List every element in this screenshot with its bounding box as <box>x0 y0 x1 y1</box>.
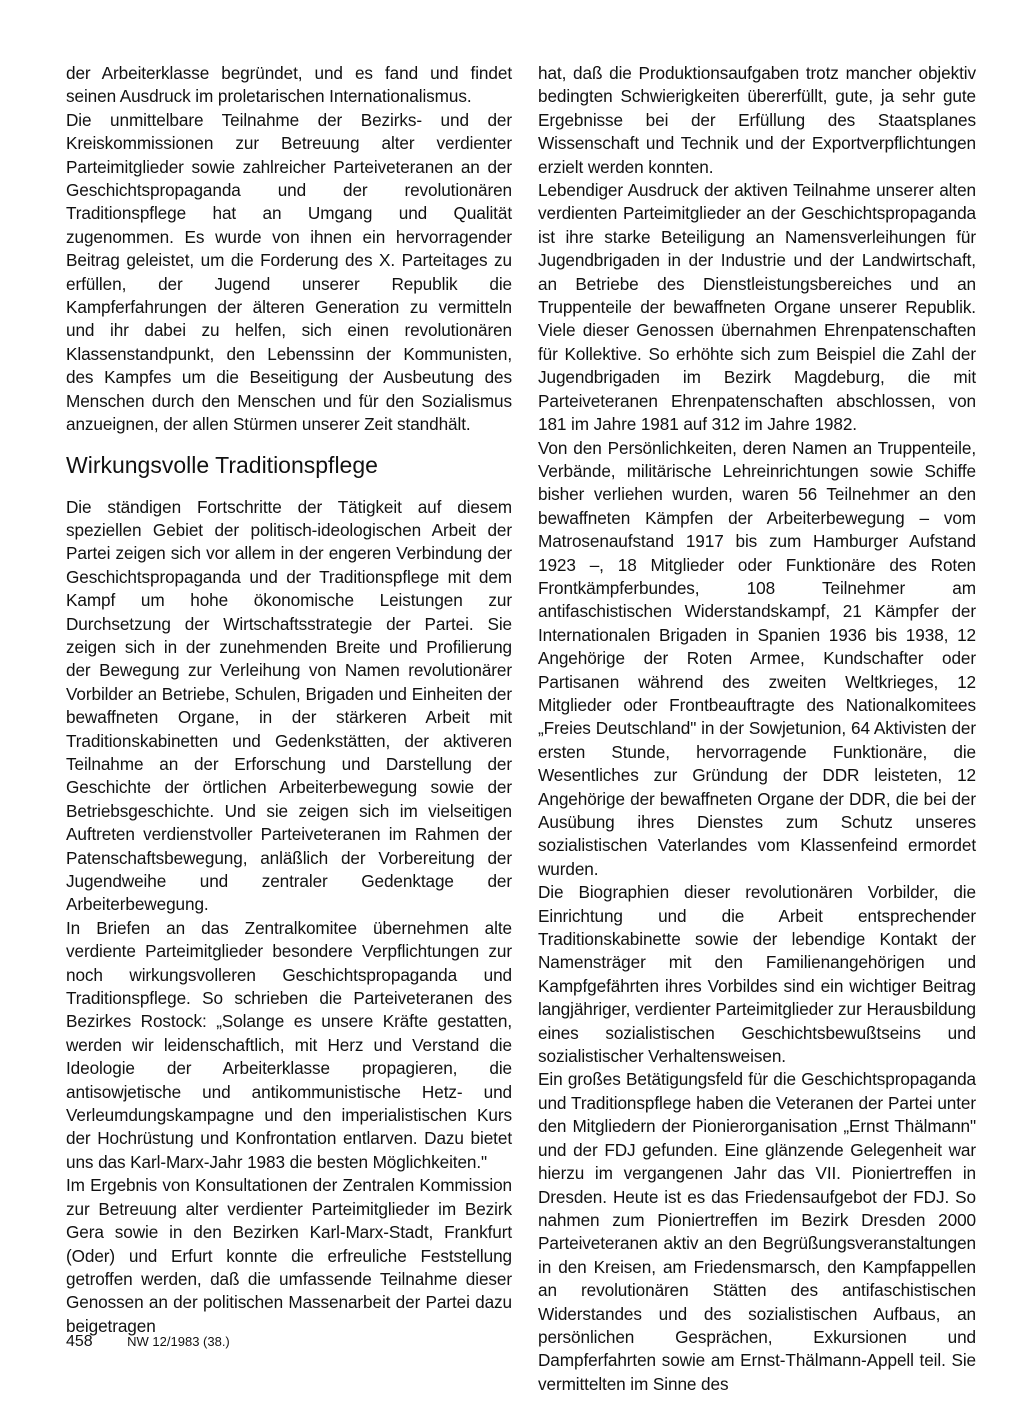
paragraph: der Arbeiterklasse begründet, und es fand und findet seinen Ausdruck im proletarischen Internationalismus. <box>66 63 512 107</box>
page-footer <box>66 1332 230 1352</box>
paragraph: Von den Persönlichkeiten, deren Namen an Truppenteile, Verbände, militärische Lehreinrichtungen sowie Schiffe bisher verliehen wurden, waren 56 Teilnehmer an den bewaffneten Kämpfen der Arbeiterbewegung – vom Matrosenaufstand 1917 bis zum Hamburger Aufstand 1923 –, 18 Mitglieder oder Funktionäre des Roten Frontkämpferbundes, 108 Teilnehmer am antifaschistischen Widerstandskampf, 21 Kämpfer der Internationalen Brigaden in Spanien 1936 bis 1938, 12 Angehörige der Roten Armee, Kundschafter oder Partisanen während des zweiten Weltkrieges, 12 Mitglieder oder Frontbeauftragte des Nationalkomitees „Freies Deutschland" in der Sowjetunion, 64 Aktivisten der ersten Stunde, hervorragende Funktionäre, die Wesentliches zur Gründung der DDR leisteten, 12 Angehörige der bewaffneten Organe der DDR, die bei der Ausübung ihres Dienstes zum Schutz unseres sozialistischen Vaterlandes vom Klassenfeind ermordet wurden. <box>538 437 976 879</box>
issue-reference: NW 12/1983 (38.) <box>127 1334 230 1349</box>
paragraph: In Briefen an das Zentralkomitee übernehmen alte verdiente Parteimitglieder besondere Verpflichtungen zur noch wirkungsvolleren Geschichtspropaganda und Traditionspflege. So schrieben die Parteiveteranen des Bezirkes Rostock: „Solange es unsere Kräfte gestatten, werden wir leidenschaftlich, mit Herz und Verstand die Ideologie der Arbeiterklasse propagieren, die antisowjetische und antikommunistische Hetz- und Verleumdungskampagne und den imperialistischen Kurs der Hochrüstung und Konfrontation entlarven. Dazu bietet uns das Karl-Marx-Jahr 1983 die besten Möglichkeiten." <box>66 917 512 1172</box>
paragraph: Die unmittelbare Teilnahme der Bezirks- und der Kreiskommissionen zur Betreuung alter verdienter Parteimitglieder sowie zahlreicher Parteiveteranen an der Geschichtspropaganda und der revolutionären Traditionspflege hat an Umgang und Qualität zugenommen. Es wurde von ihnen ein hervorragender Beitrag geleistet, um die Forderung des X. Parteitages zu erfüllen, der Jugend unserer Republik die Kampferfahrungen der älteren Generation zu vermitteln und ihr dabei zu helfen, sich einen revolutionären Klassenstandpunkt, den Lebenssinn der Kommunisten, des Kampfes um die Beseitigung der Ausbeutung des Menschen durch den Menschen und für den Sozialismus anzueignen, der allen Stürmen unserer Zeit standhält. <box>66 109 512 435</box>
paragraph: Die Biographien dieser revolutionären Vorbilder, die Einrichtung und die Arbeit entsprechender Traditionskabinette sowie der lebendige Kontakt der Namensträger mit den Familienangehörigen und Kampfgefährten ihres Vorbildes sind ein wichtiger Beitrag langjähriger, verdienter Parteimitglieder zur Herausbildung eines sozialistischen Geschichtsbewußtseins und sozialistischer Verhaltensweisen. <box>538 882 976 1067</box>
section-heading: Wirkungsvolle Traditionspflege <box>66 451 378 478</box>
paragraph: Im Ergebnis von Konsultationen der Zentralen Kommission zur Betreuung alter verdienter Parteimitglieder im Bezirk Gera sowie in den Bezirken Karl-Marx-Stadt, Frankfurt (Oder) und Erfurt konnte die erfreuliche Feststellung getroffen werden, daß die umfassende Teilnahme dieser Genossen an der politischen Massenarbeit der Partei dazu beigetragen <box>66 1175 512 1336</box>
page-number: 458 <box>66 1333 93 1350</box>
paragraph: Lebendiger Ausdruck der aktiven Teilnahme unserer alten verdienten Parteimitglieder an der Geschichtspropaganda ist ihre starke Beteiligung an Namensverleihungen für Jugendbrigaden in der Industrie und der Landwirtschaft, an Betriebe des Dienstleistungsbereiches und an Truppenteile der bewaffneten Organe unserer Republik. Viele dieser Genossen übernahmen Ehrenpatenschaften für Kollektive. So erhöhte sich zum Beispiel die Zahl der Jugendbrigaden im Bezirk Magdeburg, die mit Parteiveteranen Ehrenpatenschaften abschlossen, von 181 im Jahre 1981 auf 312 im Jahre 1982. <box>538 180 976 435</box>
paragraph: hat, daß die Produktionsaufgaben trotz mancher objektiv bedingten Schwierigkeiten übererfüllt, gute, ja sehr gute Ergebnisse bei der Erfüllung des Staatsplanes Wissenschaft und Technik und der Exportverpflichtungen erzielt werden konnten. <box>538 63 976 177</box>
paragraph: Die ständigen Fortschritte der Tätigkeit auf diesem speziellen Gebiet der politisch-ideologischen Arbeit der Partei zeigen sich vor allem in der engeren Verbindung der Geschichtspropaganda und der Traditionspflege mit dem Kampf um hohe ökonomische Leistungen zur Durchsetzung der Wirtschaftsstrategie der Partei. Sie zeigen sich in der zunehmenden Breite und Profilierung der Bewegung zur Verleihung von Namen revolutionärer Vorbilder an Betriebe, Schulen, Brigaden und Einheiten der bewaffneten Organe, in der stärkeren Arbeit mit Traditionskabinetten und Gedenkstätten, der aktiveren Teilnahme an der Erforschung und Darstellung der Geschichte der örtlichen Arbeiterbewegung sowie der Betriebsgeschichte. Und sie zeigen sich im vielseitigen Auftreten verdienstvoller Parteiveteranen im Rahmen der Patenschaftsbewegung, anläßlich der Vorbereitung der Jugendweihe und zentraler Gedenktage der Arbeiterbewegung. <box>66 496 512 915</box>
paragraph: Ein großes Betätigungsfeld für die Geschichtspropaganda und Traditionspflege haben die Veteranen der Partei unter den Mitgliedern der Pionierorganisation „Ernst Thälmann" und der FDJ gefunden. Eine glänzende Gelegenheit war hierzu im vergangenen Jahr das VII. Pioniertreffen in Dresden. Heute ist es das Friedensaufgebot der FDJ. So nahmen zum Pioniertreffen im Bezirk Dresden 2000 Parteiveteranen aktiv an den Begrüßungsveranstaltungen in den Kreisen, am Friedensmarsch, den Kampfappellen an revolutionären Stätten des antifaschistischen Widerstandes und des sozialistischen Aufbaus, an persönlichen Gesprächen, Exkursionen und Dampferfahrten sowie am Ernst-Thälmann-Appell teil. Sie vermittelten im Sinne des <box>538 1069 976 1394</box>
right-column <box>538 62 976 1396</box>
left-column <box>66 62 512 1338</box>
